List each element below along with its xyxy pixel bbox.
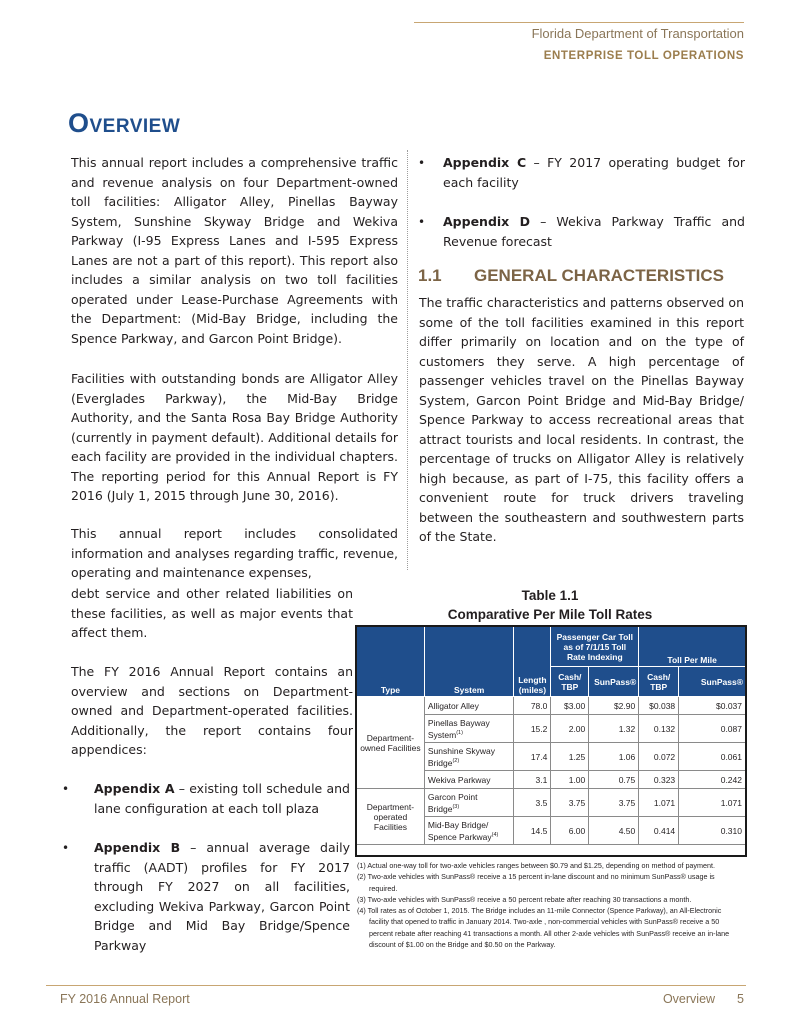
cash-cell: $3.00 xyxy=(551,697,589,715)
length-cell: 78.0 xyxy=(514,697,551,715)
header-sunpass-per-mile: SunPass® xyxy=(679,667,746,697)
bullet-appendix-c: • xyxy=(418,156,426,170)
sunpass-cell: 4.50 xyxy=(589,817,639,845)
header-length: Length (miles) xyxy=(514,627,551,697)
per-mile-sunpass-cell: $0.037 xyxy=(679,697,746,715)
bullet-appendix-d: • xyxy=(418,215,426,229)
table-row xyxy=(357,789,746,817)
per-mile-cash-cell: 0.414 xyxy=(639,817,679,845)
appendix-b-item: Appendix B – annual average daily traffic (AADT) profiles for FY 2017 through FY 2027 on all facilities, excluding Wekiva Parkway, Garcon Point Bridge and Mid Bay Bridge/Spence Parkway xyxy=(94,840,350,953)
page-number: 5 xyxy=(737,992,744,1006)
footer-rule xyxy=(46,985,746,986)
sunpass-cell: 0.75 xyxy=(589,771,639,789)
length-cell: 3.5 xyxy=(514,789,551,817)
bullet-appendix-b: • xyxy=(62,841,70,855)
length-cell: 3.1 xyxy=(514,771,551,789)
system-cell: Garcon Point Bridge$^{(3)}$ xyxy=(424,789,514,817)
system-cell: Sunshine Skyway Bridge$^{(2)}$ xyxy=(424,743,514,771)
header-cash-tbp: Cash/ TBP xyxy=(551,667,589,697)
footer-report-name: FY 2016 Annual Report xyxy=(60,992,190,1006)
per-mile-cash-cell: 1.071 xyxy=(639,789,679,817)
table-title: Comparative Per Mile Toll Rates xyxy=(447,607,653,622)
per-mile-cash-cell: 0.323 xyxy=(639,771,679,789)
system-cell: Mid-Bay Bridge/ Spence Parkway$^{(4)}$ xyxy=(424,817,514,845)
column-divider xyxy=(407,150,408,570)
type-cell: Department-operated Facilities xyxy=(357,789,425,845)
sunpass-cell: 3.75 xyxy=(589,789,639,817)
system-cell: Wekiva Parkway xyxy=(424,771,514,789)
consolidated-paragraph-continued: debt service and other related liabilities on these facilities, as well as major events that affect them. xyxy=(71,586,353,640)
header-rule xyxy=(414,22,744,23)
cash-cell: 1.00 xyxy=(551,771,589,789)
per-mile-sunpass-cell: 0.087 xyxy=(679,715,746,743)
bonds-paragraph: Facilities with outstanding bonds are Alligator Alley (Everglades Parkway), the Mid-Bay Bridge Authority, and the Santa Rosa Bay Bridge Authority (currently in payment default). Additional details for each facility are provided in the individual chapters. The reporting period for this Annual Report is FY 2016 (July 1, 2015 through June 30, 2016). xyxy=(71,371,398,503)
header-type: Type xyxy=(357,627,425,697)
system-cell: Pinellas Bayway System$^{(1)}$ xyxy=(424,715,514,743)
table-note: (4) Toll rates as of October 1, 2015. The Bridge includes an 11-mile Connector (Spence Parkway), an All-Electronic facility that opened to traffic in January 2014. Two-axle , non-commercial vehicles with SunPass® receive a 50 percent rebate after reaching 41 transactions a month. All other 2-axle vehicles with SunPass® receive an in-lane discount of $1.00 on the Bridge and $0.50 on the Parkway. xyxy=(357,906,730,950)
report-contents-paragraph: The FY 2016 Annual Report contains an overview and sections on Department-owned and Department-operated facilities. Additionally, the report contains four appendices: xyxy=(71,664,353,757)
table-notes xyxy=(357,860,737,950)
toll-rates-table xyxy=(356,626,746,845)
per-mile-sunpass-cell: 0.061 xyxy=(679,743,746,771)
cash-cell: 1.25 xyxy=(551,743,589,771)
header-cash-tbp-per-mile: Cash/ TBP xyxy=(639,667,679,697)
length-cell: 15.2 xyxy=(514,715,551,743)
bullet-appendix-a: • xyxy=(62,782,70,796)
footer-section-name: Overview xyxy=(662,992,716,1006)
length-cell: 17.4 xyxy=(514,743,551,771)
cash-cell: 2.00 xyxy=(551,715,589,743)
appendix-c-item: Appendix C – FY 2017 operating budget for each facility xyxy=(443,155,745,190)
header-toll-per-mile: Toll Per Mile xyxy=(639,627,746,667)
header-department: Florida Department of Transportation xyxy=(531,26,744,41)
per-mile-cash-cell: 0.132 xyxy=(639,715,679,743)
appendix-d-item: Appendix D – Wekiva Parkway Traffic and Revenue forecast xyxy=(443,214,745,249)
sunpass-cell: 1.06 xyxy=(589,743,639,771)
footer-section xyxy=(663,992,744,1006)
header-sunpass: SunPass® xyxy=(589,667,639,697)
intro-paragraph: This annual report includes a comprehensive traffic and revenue analysis on four Department-owned toll facilities: Alligator Alley, Pinellas Bayway System, Sunshine Skyway Bridge and Wekiva Parkway (I-95 Express Lanes and I-595 Express Lanes are not a part of this report). This report also includes a similar analysis on two toll facilities operated under Lease-Purchase Agreements with the Department: (Mid-Bay Bridge, including the Spence Parkway, and Garcon Point Bridge). xyxy=(71,155,398,346)
system-cell: Alligator Alley xyxy=(424,697,514,715)
length-cell: 14.5 xyxy=(514,817,551,845)
table-note: (2) Two-axle vehicles with SunPass® receive a 15 percent in-lane discount and no minimum SunPass® usage is required. xyxy=(357,872,715,893)
table-row xyxy=(357,697,746,715)
header-passenger-toll: Passenger Car Toll as of 7/1/15 Toll Rate Indexing xyxy=(551,627,639,667)
sunpass-cell: $2.90 xyxy=(589,697,639,715)
appendix-a-item: Appendix A – existing toll schedule and lane configuration at each toll plaza xyxy=(94,781,350,816)
per-mile-cash-cell: $0.038 xyxy=(639,697,679,715)
sunpass-cell: 1.32 xyxy=(589,715,639,743)
per-mile-sunpass-cell: 0.242 xyxy=(679,771,746,789)
header-division: ENTERPRISE TOLL OPERATIONS xyxy=(543,50,744,62)
page-title: Overview xyxy=(68,108,181,138)
header-system: System xyxy=(424,627,514,697)
per-mile-sunpass-cell: 1.071 xyxy=(679,789,746,817)
table-note: (3) Two-axle vehicles with SunPass® receive a 50 percent rebate after reaching 30 transactions a month. xyxy=(357,894,692,904)
section-body: The traffic characteristics and patterns observed on some of the toll facilities examined in this report differ primarily on location and on the type of customers they serve. A high percentage of passenger vehicles travel on the Pinellas Bayway System, Garcon Point Bridge and Mid-Bay Bridge/ Spence Parkway to access recreational areas that attract tourists and local residents. In contrast, the percentage of trucks on Alligator Alley is relatively high because, as part of I-75, this facility offers a convenient route for truck drivers traveling between the southeastern and southwestern parts of the State. xyxy=(419,295,744,544)
per-mile-cash-cell: 0.072 xyxy=(639,743,679,771)
table-note: (1) Actual one-way toll for two-axle vehicles ranges between $0.79 and $1.25, depending on method of payment. xyxy=(357,861,716,870)
section-heading: 1.1 GENERAL CHARACTERISTICS xyxy=(418,266,724,285)
table-label: Table 1.1 xyxy=(521,588,579,603)
per-mile-sunpass-cell: 0.310 xyxy=(679,817,746,845)
consolidated-paragraph: This annual report includes consolidated information and analyses regarding traffic, revenue, operating and maintenance expenses, xyxy=(71,526,398,580)
type-cell: Department-owned Facilities xyxy=(357,697,425,789)
cash-cell: 3.75 xyxy=(551,789,589,817)
cash-cell: 6.00 xyxy=(551,817,589,845)
